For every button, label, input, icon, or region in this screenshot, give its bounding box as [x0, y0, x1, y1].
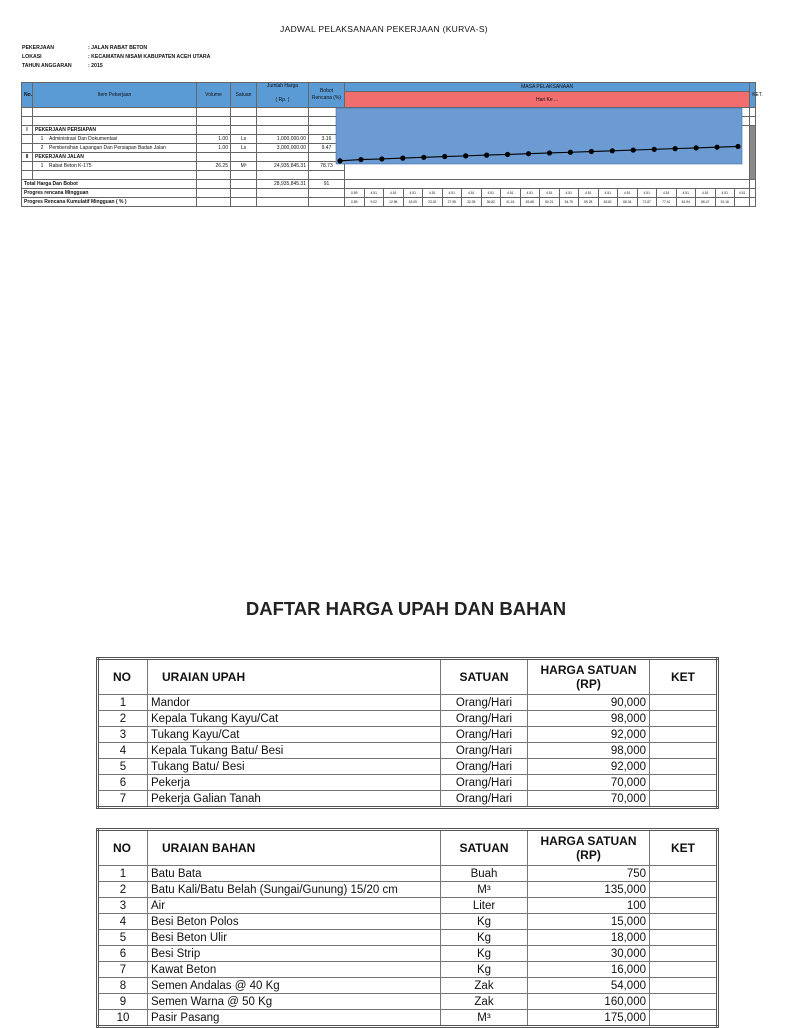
kurva-s-chart [336, 108, 742, 164]
row-ket [650, 743, 718, 759]
row-uraian: Pasir Pasang [148, 1010, 441, 1027]
bahan-row [98, 994, 718, 1010]
row-no: 3 [98, 727, 148, 743]
upah-header-no: NO [98, 659, 148, 695]
bahan-header-harga: HARGA SATUAN (RP) [528, 830, 650, 866]
row-ket [650, 695, 718, 711]
total-label: Total Harga Dan Bobot [22, 180, 197, 189]
row-ket [650, 1010, 718, 1027]
upah-row [98, 775, 718, 791]
row-ket [650, 946, 718, 962]
row-uraian: Besi Strip [148, 946, 441, 962]
cumulative-point [379, 156, 384, 161]
cumulative-point [673, 146, 678, 151]
cumulative-point [694, 145, 699, 150]
header-ket: KET. [750, 83, 756, 108]
upah-row [98, 711, 718, 727]
bahan-row [98, 1010, 718, 1027]
row-satuan: Orang/Hari [441, 791, 528, 808]
cumulative-value: 32.09 [462, 198, 482, 207]
row-ket [650, 866, 718, 882]
row-uraian: Tukang Batu/ Besi [148, 759, 441, 775]
total-row [22, 180, 756, 189]
row-satuan: Kg [441, 962, 528, 978]
item-volume: 1.00 [197, 135, 231, 144]
cumulative-point [547, 150, 552, 155]
cumulative-value: 12.96 [384, 198, 404, 207]
row-no: 3 [98, 898, 148, 914]
row-no: 1 [98, 866, 148, 882]
cumulative-value: 50.21 [540, 198, 560, 207]
row-uraian: Kawat Beton [148, 962, 441, 978]
upah-table [96, 657, 719, 809]
row-harga: 16,000 [528, 962, 650, 978]
row-ket [650, 930, 718, 946]
row-ket [650, 727, 718, 743]
weekly-value: 4.51 [696, 189, 716, 198]
bahan-header-row [98, 830, 718, 866]
row-harga: 90,000 [528, 695, 650, 711]
cumulative-value: 45.68 [520, 198, 540, 207]
row-harga: 15,000 [528, 914, 650, 930]
section-name: PEKERJAAN PERSIAPAN [33, 126, 197, 135]
cumulative-point [652, 147, 657, 152]
row-no: 4 [98, 743, 148, 759]
cumulative-value: 59.28 [579, 198, 599, 207]
weekly-value: 4.51 [501, 189, 521, 198]
row-harga: 175,000 [528, 1010, 650, 1027]
cumulative-point [631, 147, 636, 152]
upah-header-ket: KET [650, 659, 718, 695]
row-uraian: Pekerja Galian Tanah [148, 791, 441, 808]
weekly-value: 4.51 [579, 189, 599, 198]
row-no: 5 [98, 759, 148, 775]
item-bobot: 78.73 [309, 162, 345, 171]
total-harga: 28,935,845.31 [257, 180, 309, 189]
weekly-value: 4.51 [540, 189, 560, 198]
item-bobot: 3.16 [309, 135, 345, 144]
upah-row [98, 791, 718, 808]
weekly-value: 4.51 [735, 189, 750, 198]
info-label: LOKASI [22, 54, 42, 60]
cumulative-point [358, 157, 363, 162]
daftar-title: DAFTAR HARGA UPAH DAN BAHAN [245, 598, 567, 619]
row-uraian: Air [148, 898, 441, 914]
header-volume: Volume [197, 83, 231, 108]
row-uraian: Batu Bata [148, 866, 441, 882]
cumulative-point [484, 153, 489, 158]
cumulative-value: 72.87 [637, 198, 657, 207]
item-label: Administrasi Dan Dokumentasi [49, 136, 118, 142]
weekly-value: 4.51 [637, 189, 657, 198]
row-ket [650, 914, 718, 930]
upah-row [98, 695, 718, 711]
row-satuan: Orang/Hari [441, 727, 528, 743]
cumulative-point [714, 145, 719, 150]
row-uraian: Pekerja [148, 775, 441, 791]
row-uraian: Besi Beton Polos [148, 914, 441, 930]
row-satuan: Kg [441, 946, 528, 962]
item-name [33, 135, 197, 144]
item-label: Pembersihan Lapangan Dan Persiapan Badan Jalan [49, 145, 166, 151]
bahan-header-ket: KET [650, 830, 718, 866]
kurva-title: JADWAL PELAKSANAAN PEKERJAAN (KURVA-S) [280, 24, 488, 34]
cumulative-value: 27.95 [442, 198, 462, 207]
upah-row [98, 743, 718, 759]
row-uraian: Semen Andalas @ 40 Kg [148, 978, 441, 994]
row-satuan: Liter [441, 898, 528, 914]
info-value: : KECAMATAN NISAM KABUPATEN ACEH UTARA [88, 54, 211, 60]
row-no: 6 [98, 775, 148, 791]
bahan-header-satuan: SATUAN [441, 830, 528, 866]
weekly-label: Progres rencana Mingguan [22, 189, 197, 198]
header-rp-label: ( Rp. ) [275, 97, 290, 103]
row-ket [650, 791, 718, 808]
info-value: : JALAN RABAT BETON [88, 45, 148, 51]
row-no: 9 [98, 994, 148, 1010]
row-ket [650, 962, 718, 978]
weekly-value: 4.51 [598, 189, 618, 198]
cumulative-value: 68.34 [618, 198, 638, 207]
chart-area [336, 108, 742, 164]
item-satuan: Ls [231, 135, 257, 144]
cumulative-point [442, 154, 447, 159]
row-satuan: Orang/Hari [441, 695, 528, 711]
cumulative-value: 9.02 [364, 198, 384, 207]
cumulative-point [337, 158, 342, 163]
cumulative-row [22, 198, 756, 207]
weekly-value: 4.51 [520, 189, 540, 198]
item-harga: 24,935,845.31 [257, 162, 309, 171]
item-satuan: Ls [231, 144, 257, 153]
header-jumlah-label: Jumlah Harga [266, 83, 299, 89]
ket-gray-block [750, 126, 756, 180]
row-satuan: M³ [441, 882, 528, 898]
cumulative-point [610, 148, 615, 153]
row-ket [650, 759, 718, 775]
header-masa: MASA PELAKSANAAN [345, 83, 750, 92]
row-no: 4 [98, 914, 148, 930]
weekly-value: 4.51 [676, 189, 696, 198]
cumulative-label: Progres Rencana Kumulatif Mingguan ( % ) [22, 198, 197, 207]
weekly-value: 4.51 [442, 189, 462, 198]
section-no: II [22, 153, 33, 162]
row-harga: 30,000 [528, 946, 650, 962]
info-lokasi [22, 54, 210, 60]
row-ket [650, 711, 718, 727]
upah-header-uraian: URAIAN UPAH [148, 659, 441, 695]
row-no: 8 [98, 978, 148, 994]
cumulative-value: 23.02 [423, 198, 443, 207]
weekly-value: 4.51 [715, 189, 735, 198]
row-uraian: Mandor [148, 695, 441, 711]
header-bobot: Bobot Rencana (%) [309, 83, 345, 108]
row-satuan: Kg [441, 930, 528, 946]
row-satuan: Orang/Hari [441, 743, 528, 759]
row-harga: 160,000 [528, 994, 650, 1010]
header-no: No. [22, 83, 33, 108]
cumulative-value: 36.82 [481, 198, 501, 207]
row-satuan: Orang/Hari [441, 759, 528, 775]
row-ket [650, 882, 718, 898]
row-no: 7 [98, 791, 148, 808]
row-satuan: Orang/Hari [441, 775, 528, 791]
item-harga: 3,000,000.00 [257, 144, 309, 153]
cumulative-value: 0.89 [345, 198, 365, 207]
row-harga: 135,000 [528, 882, 650, 898]
cumulative-value: 86.47 [696, 198, 716, 207]
cumulative-value [735, 198, 750, 207]
row-no: 2 [98, 882, 148, 898]
row-harga: 54,000 [528, 978, 650, 994]
row-ket [650, 898, 718, 914]
row-ket [650, 978, 718, 994]
header-hari: Hari Ke ... [345, 92, 750, 108]
upah-row [98, 759, 718, 775]
item-bobot: 9.47 [309, 144, 345, 153]
upah-header-row [98, 659, 718, 695]
row-uraian: Semen Warna @ 50 Kg [148, 994, 441, 1010]
cumulative-point [421, 155, 426, 160]
row-uraian: Kepala Tukang Batu/ Besi [148, 743, 441, 759]
row-harga: 92,000 [528, 727, 650, 743]
row-no: 7 [98, 962, 148, 978]
item-satuan: M³ [231, 162, 257, 171]
weekly-value: 4.51 [481, 189, 501, 198]
item-name [33, 144, 197, 153]
row-uraian: Kepala Tukang Kayu/Cat [148, 711, 441, 727]
weekly-value: 4.51 [423, 189, 443, 198]
row-satuan: Buah [441, 866, 528, 882]
weekly-value: 4.51 [462, 189, 482, 198]
bahan-row [98, 882, 718, 898]
weekly-value: 4.51 [364, 189, 384, 198]
row-harga: 750 [528, 866, 650, 882]
row-no: 6 [98, 946, 148, 962]
info-value: : 2015 [88, 63, 103, 69]
item-label: Rabat Beton K-175 [49, 163, 92, 169]
cumulative-value: 54.75 [559, 198, 579, 207]
row-satuan: Zak [441, 978, 528, 994]
item-no: 1 [40, 163, 44, 169]
total-bobot: 91 [309, 180, 345, 189]
cumulative-point [400, 156, 405, 161]
weekly-value: 4.51 [657, 189, 677, 198]
cumulative-point [735, 144, 740, 149]
row-satuan: Zak [441, 994, 528, 1010]
upah-header-satuan: SATUAN [441, 659, 528, 695]
cumulative-point [589, 149, 594, 154]
weekly-value: 4.51 [384, 189, 404, 198]
row-no: 2 [98, 711, 148, 727]
weekly-value: 4.51 [403, 189, 423, 198]
row-harga: 98,000 [528, 743, 650, 759]
row-no: 1 [98, 695, 148, 711]
bahan-row [98, 978, 718, 994]
row-ket [650, 775, 718, 791]
item-volume: 26.25 [197, 162, 231, 171]
cumulative-point [463, 153, 468, 158]
weekly-value: 4.51 [559, 189, 579, 198]
item-volume: 1.00 [197, 144, 231, 153]
cumulative-value: 41.15 [501, 198, 521, 207]
info-pekerjaan [22, 45, 147, 51]
item-harga: 1,000,000.00 [257, 135, 309, 144]
row-harga: 70,000 [528, 791, 650, 808]
upah-row [98, 727, 718, 743]
section-name: PEKERJAAN JALAN [33, 153, 197, 162]
info-label: TAHUN ANGGARAN [22, 63, 72, 69]
cumulative-value: 63.81 [598, 198, 618, 207]
header-row [22, 83, 756, 92]
row-harga: 100 [528, 898, 650, 914]
row-no: 5 [98, 930, 148, 946]
bahan-row [98, 898, 718, 914]
weekly-value: 4.51 [618, 189, 638, 198]
cumulative-point [526, 151, 531, 156]
row-harga: 92,000 [528, 759, 650, 775]
row-harga: 18,000 [528, 930, 650, 946]
row-uraian: Batu Kali/Batu Belah (Sungai/Gunung) 15/20 cm [148, 882, 441, 898]
row-satuan: Kg [441, 914, 528, 930]
weekly-value: 0.89 [345, 189, 365, 198]
bahan-table [96, 828, 719, 1028]
info-tahun [22, 63, 103, 69]
cumulative-value: 18.09 [403, 198, 423, 207]
cumulative-point [568, 150, 573, 155]
row-uraian: Tukang Kayu/Cat [148, 727, 441, 743]
header-item: Item Pekerjaan [33, 83, 197, 108]
row-harga: 98,000 [528, 711, 650, 727]
info-label: PEKERJAAN [22, 45, 54, 51]
cumulative-value: 91.16 [715, 198, 735, 207]
cumulative-value: 81.94 [676, 198, 696, 207]
section-no: I [22, 126, 33, 135]
bahan-header-no: NO [98, 830, 148, 866]
weekly-row [22, 189, 756, 198]
upah-header-harga: HARGA SATUAN (RP) [528, 659, 650, 695]
row-no: 10 [98, 1010, 148, 1027]
bahan-row [98, 946, 718, 962]
row-ket [650, 994, 718, 1010]
bahan-header-uraian: URAIAN BAHAN [148, 830, 441, 866]
item-no: 1 [40, 136, 44, 142]
row-satuan: Orang/Hari [441, 711, 528, 727]
header-jumlah-harga [257, 83, 309, 108]
bahan-row [98, 914, 718, 930]
bahan-row [98, 930, 718, 946]
bahan-row [98, 866, 718, 882]
row-uraian: Besi Beton Ulir [148, 930, 441, 946]
header-satuan: Satuan [231, 83, 257, 108]
row-harga: 70,000 [528, 775, 650, 791]
item-no: 2 [40, 145, 44, 151]
row-satuan: M³ [441, 1010, 528, 1027]
cumulative-value: 77.41 [657, 198, 677, 207]
item-name [33, 162, 197, 171]
cumulative-point [505, 152, 510, 157]
bahan-row [98, 962, 718, 978]
